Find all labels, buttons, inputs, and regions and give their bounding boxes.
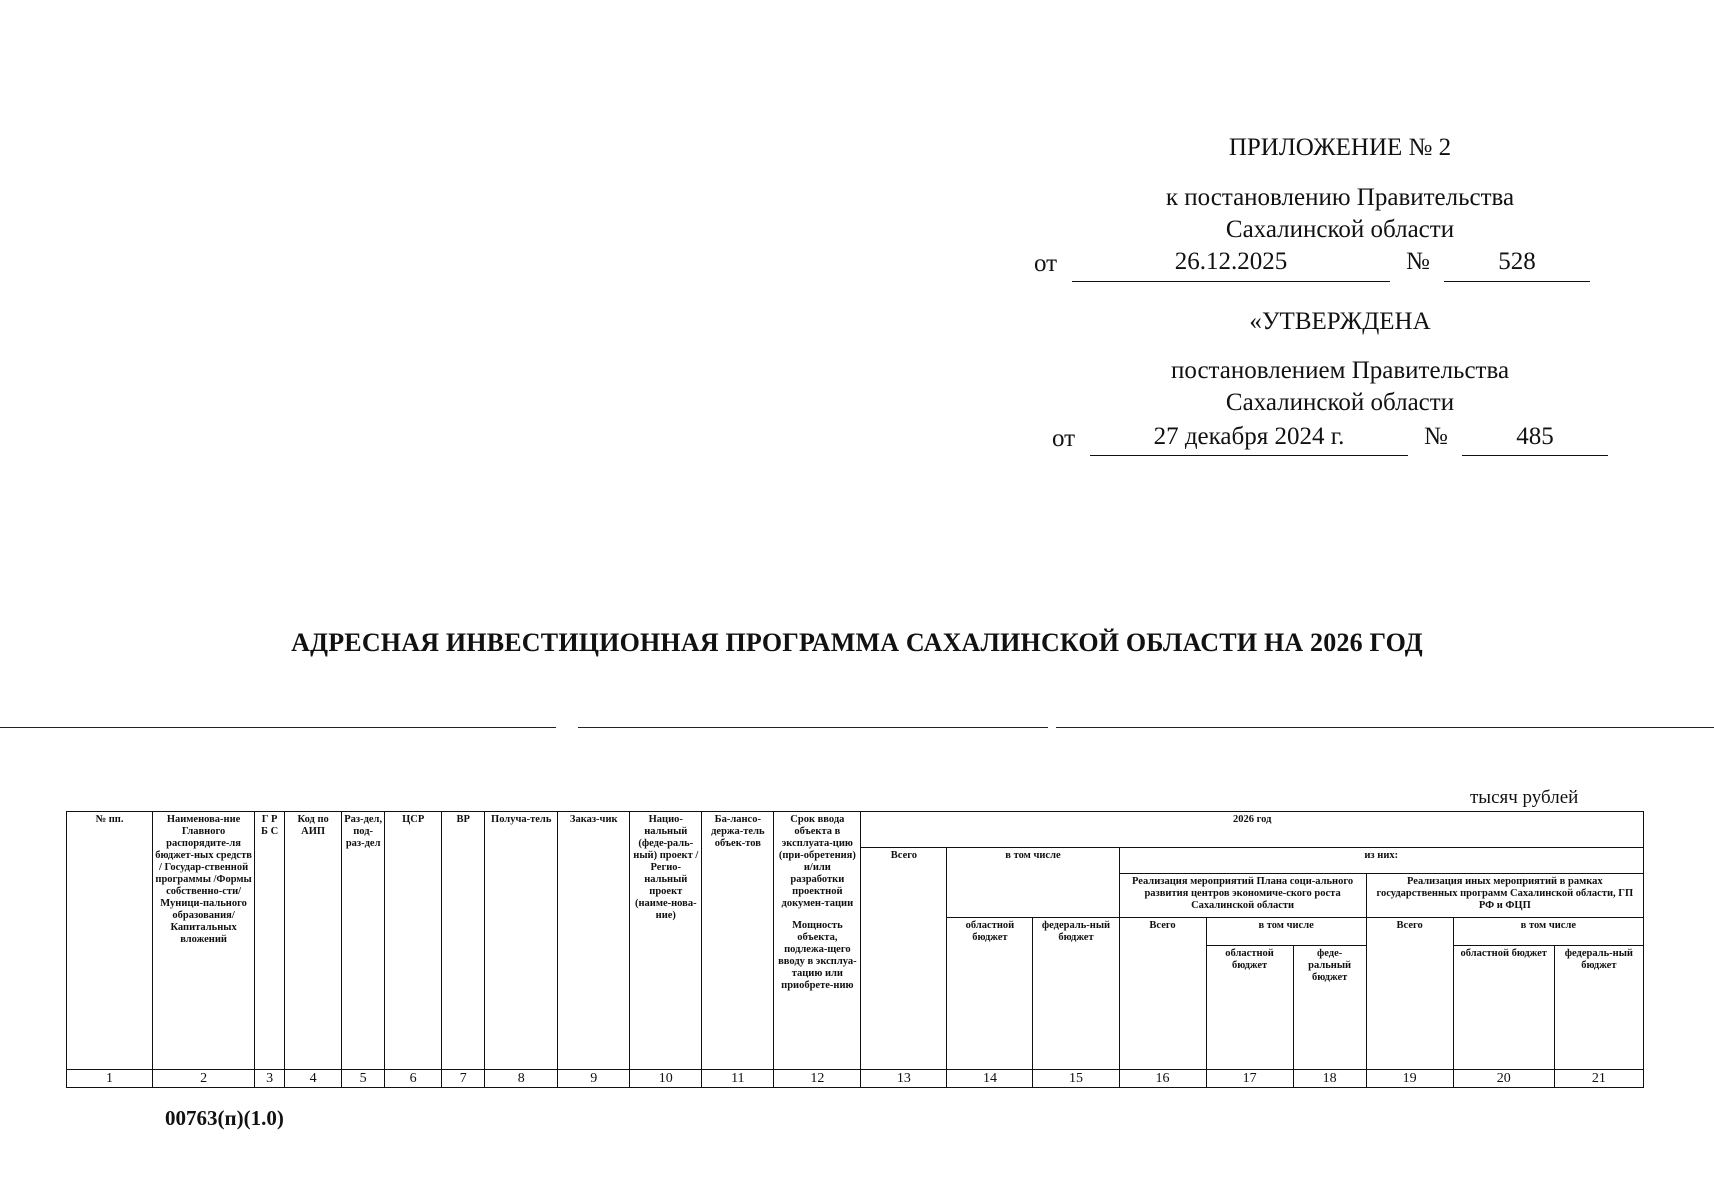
col-header-group-b-including: в том числе xyxy=(1453,918,1643,946)
col-number: 6 xyxy=(385,1070,442,1088)
col-header-year: 2026 год xyxy=(861,812,1644,848)
col-header-total: Всего xyxy=(861,848,947,1070)
col-header-term-b: Мощность объекта, подлежа-щего вводу в эксплуа-тацию или приобрете-нию xyxy=(778,920,857,991)
col-header-vr: ВР xyxy=(442,812,485,1070)
separator-line xyxy=(0,727,556,728)
col-number: 7 xyxy=(442,1070,485,1088)
approved-date-underline xyxy=(1090,455,1408,456)
col-header-aip-code: Код по АИП xyxy=(285,812,342,1070)
date-underline xyxy=(1072,281,1390,282)
approved-by-line-2: Сахалинской области xyxy=(1225,389,1455,416)
col-number: 16 xyxy=(1119,1070,1206,1088)
col-header-including: в том числе xyxy=(947,848,1119,918)
approved-from-label: от xyxy=(1052,425,1076,452)
col-number: 19 xyxy=(1366,1070,1453,1088)
col-header-group-b-total: Всего xyxy=(1366,918,1453,1070)
col-number: 4 xyxy=(285,1070,342,1088)
col-header-group-a-regional: областной бюджет xyxy=(1206,946,1293,1070)
resolution-line-2: Сахалинской области xyxy=(1225,216,1455,243)
col-header-group-a-including: в том числе xyxy=(1206,918,1366,946)
col-number: 14 xyxy=(947,1070,1033,1088)
col-number: 15 xyxy=(1033,1070,1119,1088)
appendix-number: ПРИЛОЖЕНИЕ № 2 xyxy=(1228,134,1452,161)
number-underline xyxy=(1444,281,1590,282)
col-header-group-b-regional: областной бюджет xyxy=(1453,946,1554,1070)
col-header-group-a-total: Всего xyxy=(1119,918,1206,1070)
approved-number-label: № xyxy=(1424,423,1448,450)
resolution-date: 26.12.2025 xyxy=(1174,248,1288,275)
col-number: 18 xyxy=(1293,1070,1366,1088)
col-number: 5 xyxy=(342,1070,385,1088)
col-header-holder: Ба-лансо-держа-тель объек-тов xyxy=(702,812,774,1070)
col-number: 12 xyxy=(774,1070,861,1088)
number-label: № xyxy=(1406,248,1430,275)
approved-date: 27 декабря 2024 г. xyxy=(1153,423,1345,450)
separator-line xyxy=(1056,727,1714,728)
col-header-group-b: Реализация иных мероприятий в рамках государственных программ Сахалинской области, ГП РФ и ФЦП xyxy=(1366,874,1643,918)
approved-number: 485 xyxy=(1516,423,1554,450)
col-header-section: Раз-дел, под-раз-дел xyxy=(342,812,385,1070)
col-header-term-a: Срок ввода объекта в эксплуата-цию (при-обретения) и/или разработки проектной докумен-тации xyxy=(778,814,856,909)
col-header-no: № пп. xyxy=(67,812,153,1070)
col-header-name: Наименова-ние Главного распорядите-ля бюджет-ных средств / Государ-ственной программы /Формы собственно-сти/ Муници-пального образования/ Капитальных вложений xyxy=(153,812,255,1070)
col-header-federal-budget: федераль-ный бюджет xyxy=(1033,918,1119,1070)
separator-line xyxy=(578,727,1048,728)
col-number: 1 xyxy=(67,1070,153,1088)
col-number: 13 xyxy=(861,1070,947,1088)
col-header-group-a: Реализация мероприятий Плана соци-ального развития центров экономиче-ского роста Сахалинской области xyxy=(1119,874,1366,918)
col-header-of-them: из них: xyxy=(1119,848,1643,874)
resolution-line-1: к постановлению Правительства xyxy=(1165,184,1515,211)
col-header-term xyxy=(774,812,861,1070)
col-number: 3 xyxy=(255,1070,285,1088)
investment-program-table xyxy=(66,811,1644,1088)
col-number: 9 xyxy=(558,1070,630,1088)
approved-number-underline xyxy=(1462,455,1608,456)
col-header-group-b-federal: федераль-ный бюджет xyxy=(1554,946,1643,1070)
col-number: 20 xyxy=(1453,1070,1554,1088)
from-label: от xyxy=(1034,250,1058,277)
col-number: 8 xyxy=(485,1070,558,1088)
approved-heading: «УТВЕРЖДЕНА xyxy=(1249,308,1431,335)
col-number: 17 xyxy=(1206,1070,1293,1088)
col-number: 10 xyxy=(630,1070,702,1088)
col-header-csr: ЦСР xyxy=(385,812,442,1070)
col-header-recipient: Получа-тель xyxy=(485,812,558,1070)
document-code: 00763(п)(1.0) xyxy=(165,1106,284,1130)
col-header-customer: Заказ-чик xyxy=(558,812,630,1070)
col-number: 11 xyxy=(702,1070,774,1088)
col-header-grbs: Г Р Б С xyxy=(255,812,285,1070)
units-label: тысяч рублей xyxy=(1470,787,1579,808)
col-header-group-a-federal: феде-ральный бюджет xyxy=(1293,946,1366,1070)
col-number: 21 xyxy=(1554,1070,1643,1088)
col-number: 2 xyxy=(153,1070,255,1088)
approved-by-line-1: постановлением Правительства xyxy=(1170,357,1510,384)
col-header-regional-budget: областной бюджет xyxy=(947,918,1033,1070)
resolution-number: 528 xyxy=(1498,248,1536,275)
col-header-project: Нацио-нальный (феде-раль-ный) проект / Регио-нальный проект (наиме-нова-ние) xyxy=(630,812,702,1070)
document-title: АДРЕСНАЯ ИНВЕСТИЦИОННАЯ ПРОГРАММА САХАЛИНСКОЙ ОБЛАСТИ НА 2026 ГОД xyxy=(291,628,1423,657)
